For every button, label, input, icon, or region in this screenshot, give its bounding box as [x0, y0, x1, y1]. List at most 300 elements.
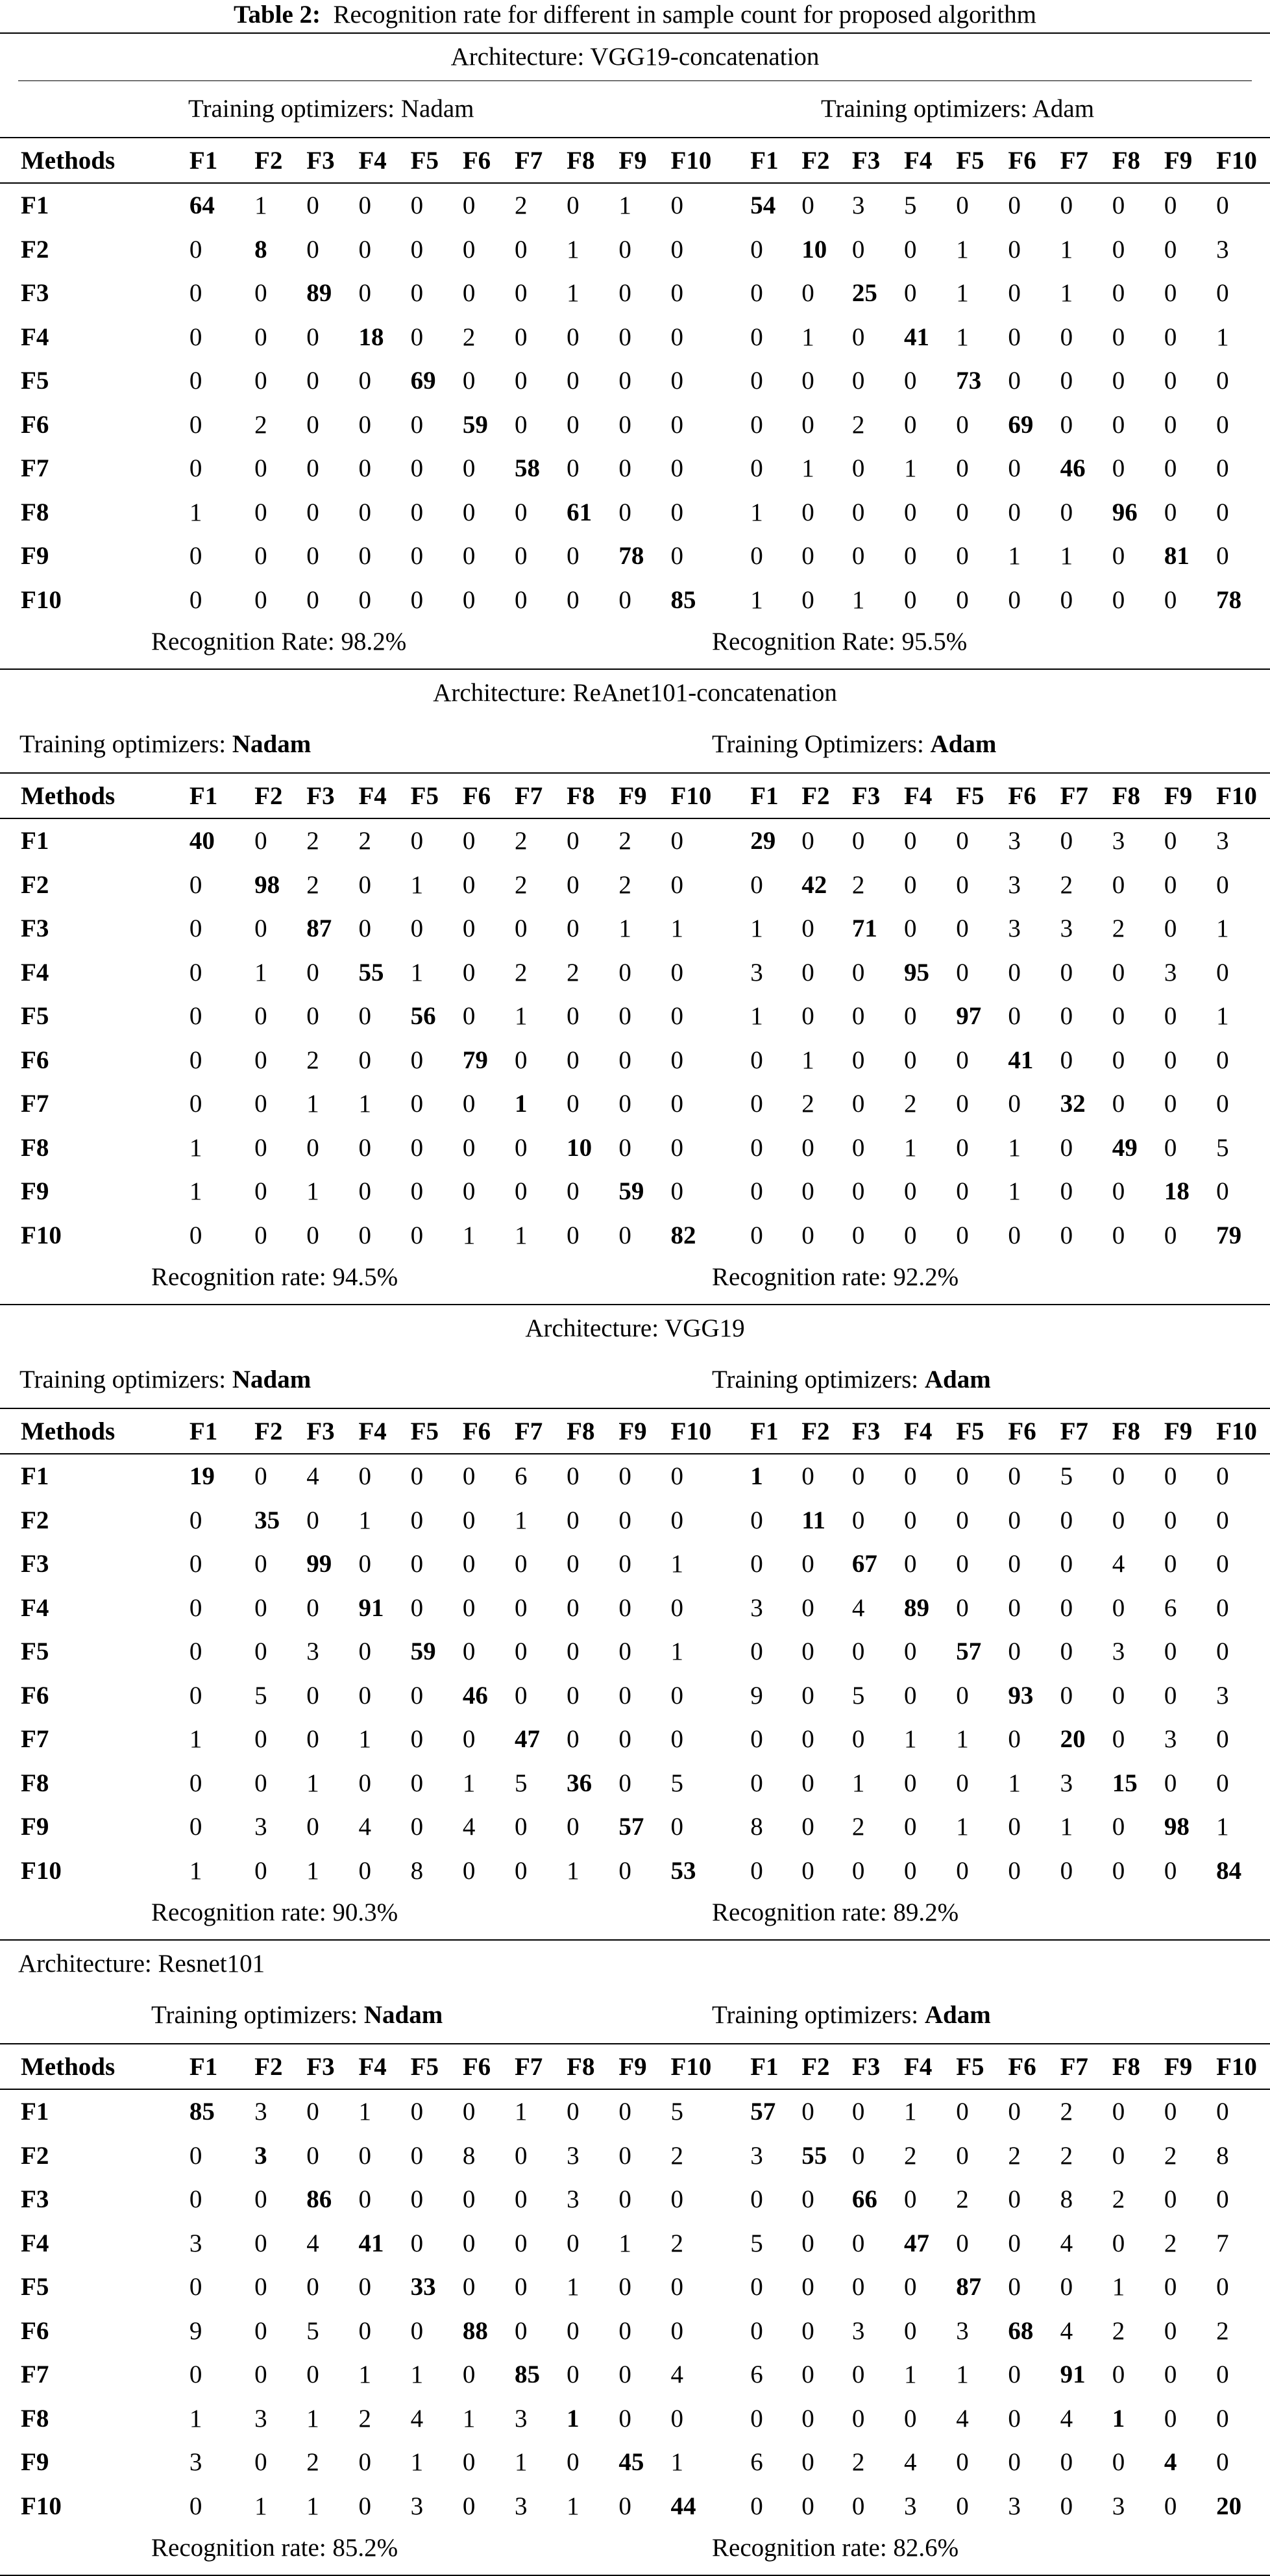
nadam-cell: 2 — [567, 958, 580, 987]
nadam-cell: 0 — [306, 2141, 319, 2170]
adam-cell: 0 — [1164, 827, 1177, 855]
adam-cell: 0 — [1216, 410, 1229, 439]
nadam-cell: 0 — [189, 367, 202, 395]
adam-cell: 0 — [750, 2404, 763, 2433]
nadam-cell: 0 — [618, 1725, 631, 1754]
nadam-cell: 0 — [254, 1462, 267, 1491]
adam-cell: 0 — [1164, 279, 1177, 308]
adam-cell: 8 — [1060, 2185, 1073, 2214]
nadam-cell: 0 — [514, 1133, 528, 1162]
nadam-cell: 0 — [254, 1090, 267, 1118]
adam-cell: 0 — [750, 1046, 763, 1074]
adam-cell: 0 — [851, 1046, 865, 1074]
header-cell: F7 — [514, 1417, 543, 1445]
section-block — [0, 34, 1270, 670]
table-row — [0, 534, 1270, 578]
adam-cell: 0 — [904, 1638, 917, 1666]
table-row — [0, 1674, 1270, 1718]
table-row — [0, 818, 1270, 863]
nadam-cell: 35 — [254, 1506, 280, 1534]
nadam-cell: 0 — [670, 1046, 683, 1074]
adam-cell: 3 — [1164, 958, 1177, 987]
adam-cell: 0 — [956, 1769, 969, 1797]
adam-cell: 5 — [1216, 1133, 1229, 1162]
adam-cell: 1 — [1216, 1002, 1229, 1031]
header-cell: F1 — [750, 2052, 779, 2081]
header-cell: F6 — [1008, 146, 1036, 175]
nadam-cell: 0 — [189, 1002, 202, 1031]
nadam-cell: 79 — [462, 1046, 488, 1074]
nadam-cell: 85 — [514, 2361, 540, 2389]
adam-cell: 0 — [801, 1593, 814, 1622]
adam-cell: 0 — [1112, 2098, 1125, 2126]
nadam-cell: 0 — [670, 1177, 683, 1206]
nadam-cell: 0 — [254, 585, 267, 614]
nadam-cell: 0 — [618, 1506, 631, 1534]
adam-cell: 0 — [1008, 1462, 1021, 1491]
optimizer-left-prefix: Training optimizers: — [151, 2001, 364, 2029]
adam-cell: 0 — [801, 191, 814, 220]
nadam-cell: 87 — [306, 914, 332, 943]
nadam-cell: 0 — [306, 410, 319, 439]
adam-cell: 0 — [851, 2273, 865, 2301]
adam-cell: 1 — [801, 454, 814, 483]
adam-cell: 0 — [1112, 2448, 1125, 2477]
nadam-cell: 0 — [189, 1813, 202, 1841]
nadam-cell: 0 — [670, 367, 683, 395]
nadam-cell: 82 — [670, 1221, 696, 1249]
nadam-cell: 0 — [254, 2185, 267, 2214]
nadam-cell: 1 — [189, 2404, 202, 2433]
optimizer-right — [821, 81, 1094, 137]
adam-cell: 0 — [750, 1133, 763, 1162]
adam-cell: 8 — [1216, 2141, 1229, 2170]
table-row — [0, 2353, 1270, 2397]
adam-cell: 0 — [904, 235, 917, 264]
nadam-cell: 0 — [618, 1221, 631, 1249]
nadam-cell: 0 — [462, 827, 476, 855]
adam-cell: 0 — [1164, 191, 1177, 220]
adam-cell: 3 — [1216, 1681, 1229, 1710]
header-methods: Methods — [21, 2052, 116, 2081]
nadam-cell: 0 — [514, 235, 528, 264]
table-caption — [0, 0, 1270, 32]
adam-cell: 2 — [851, 2448, 865, 2477]
adam-cell: 2 — [1112, 914, 1125, 943]
table-row — [0, 1038, 1270, 1083]
adam-cell: 0 — [904, 914, 917, 943]
nadam-cell: 0 — [189, 279, 202, 308]
nadam-cell: 1 — [189, 1177, 202, 1206]
adam-cell: 2 — [851, 1813, 865, 1841]
adam-cell: 0 — [750, 2316, 763, 2345]
adam-cell: 0 — [851, 2141, 865, 2170]
nadam-cell: 1 — [358, 2361, 371, 2389]
adam-cell: 0 — [750, 1725, 763, 1754]
header-cell: F1 — [189, 146, 218, 175]
nadam-cell: 0 — [254, 1177, 267, 1206]
nadam-cell: 1 — [410, 958, 424, 987]
adam-cell: 0 — [1008, 585, 1021, 614]
nadam-cell: 0 — [189, 585, 202, 614]
nadam-cell: 0 — [618, 585, 631, 614]
header-cell: F7 — [514, 781, 543, 810]
nadam-cell: 0 — [618, 2273, 631, 2301]
architecture-title: Architecture: Resnet101 — [18, 1950, 265, 1978]
nadam-cell: 0 — [670, 498, 683, 526]
adam-cell: 0 — [1164, 1638, 1177, 1666]
adam-cell: 0 — [1164, 2273, 1177, 2301]
adam-cell: 0 — [750, 1177, 763, 1206]
nadam-cell: 1 — [567, 2492, 580, 2520]
nadam-cell: 0 — [410, 542, 424, 570]
nadam-cell: 85 — [189, 2098, 215, 2126]
nadam-cell: 1 — [189, 1856, 202, 1885]
adam-cell: 0 — [1112, 1593, 1125, 1622]
nadam-cell: 0 — [670, 323, 683, 351]
header-cell: F8 — [567, 1417, 595, 1445]
adam-cell: 0 — [801, 2273, 814, 2301]
adam-cell: 0 — [1164, 2098, 1177, 2126]
nadam-cell: 1 — [410, 2448, 424, 2477]
adam-cell: 0 — [904, 585, 917, 614]
nadam-cell: 1 — [670, 1550, 683, 1578]
nadam-cell: 1 — [254, 958, 267, 987]
nadam-cell: 0 — [567, 1813, 580, 1841]
section-block — [0, 1941, 1270, 2576]
adam-cell: 2 — [1060, 2141, 1073, 2170]
nadam-cell: 3 — [514, 2404, 528, 2433]
adam-cell: 2 — [1164, 2141, 1177, 2170]
header-cell: F10 — [670, 2052, 712, 2081]
nadam-cell: 0 — [410, 2185, 424, 2214]
nadam-cell: 0 — [567, 1681, 580, 1710]
row-label: F3 — [21, 1550, 49, 1578]
adam-cell: 1 — [851, 585, 865, 614]
nadam-cell: 0 — [670, 827, 683, 855]
adam-cell: 0 — [1060, 827, 1073, 855]
adam-cell: 0 — [1112, 323, 1125, 351]
header-cell: F9 — [618, 2052, 647, 2081]
adam-cell: 0 — [851, 2229, 865, 2257]
nadam-cell: 1 — [567, 235, 580, 264]
adam-cell: 0 — [904, 1813, 917, 1841]
nadam-cell: 0 — [462, 870, 476, 899]
adam-cell: 79 — [1216, 1221, 1242, 1249]
header-cell: F8 — [1112, 2052, 1141, 2081]
adam-cell: 1 — [1112, 2404, 1125, 2433]
row-label: F4 — [21, 958, 49, 987]
nadam-cell: 0 — [358, 542, 371, 570]
nadam-cell: 1 — [567, 2273, 580, 2301]
adam-cell: 1 — [904, 2361, 917, 2389]
nadam-cell: 59 — [462, 410, 488, 439]
table-header-row — [0, 138, 1270, 183]
adam-cell: 2 — [1112, 2316, 1125, 2345]
adam-cell: 0 — [904, 870, 917, 899]
adam-cell: 57 — [750, 2098, 776, 2126]
nadam-cell: 0 — [514, 1813, 528, 1841]
nadam-cell: 0 — [254, 279, 267, 308]
adam-cell: 2 — [904, 2141, 917, 2170]
adam-cell: 0 — [750, 235, 763, 264]
adam-cell: 0 — [851, 367, 865, 395]
table-row — [0, 1849, 1270, 1893]
nadam-cell: 0 — [567, 410, 580, 439]
adam-cell: 1 — [750, 914, 763, 943]
header-cell: F4 — [904, 781, 933, 810]
adam-cell: 0 — [1112, 235, 1125, 264]
adam-cell: 0 — [1164, 1681, 1177, 1710]
header-cell: F6 — [462, 1417, 491, 1445]
adam-cell: 0 — [956, 870, 969, 899]
adam-cell: 0 — [1112, 870, 1125, 899]
nadam-cell: 0 — [670, 1133, 683, 1162]
adam-cell: 0 — [851, 498, 865, 526]
optimizer-row — [0, 1987, 1270, 2043]
nadam-cell: 0 — [618, 1462, 631, 1491]
nadam-cell: 0 — [306, 2098, 319, 2126]
table-row — [0, 1586, 1270, 1630]
nadam-cell: 0 — [358, 1550, 371, 1578]
nadam-cell: 0 — [462, 498, 476, 526]
table-row — [0, 2309, 1270, 2353]
table-row — [0, 1499, 1270, 1543]
adam-cell: 0 — [1008, 2185, 1021, 2214]
table-row — [0, 315, 1270, 360]
adam-cell: 0 — [1060, 585, 1073, 614]
adam-cell: 0 — [956, 585, 969, 614]
nadam-cell: 0 — [358, 454, 371, 483]
adam-cell: 0 — [1164, 1856, 1177, 1885]
adam-cell: 3 — [1216, 235, 1229, 264]
adam-cell: 0 — [1164, 2185, 1177, 2214]
adam-cell: 0 — [1216, 1046, 1229, 1074]
adam-cell: 0 — [956, 410, 969, 439]
nadam-cell: 0 — [410, 2316, 424, 2345]
table-row — [0, 2222, 1270, 2266]
optimizer-left-text: Training optimizers: Nadam — [188, 95, 474, 123]
adam-cell: 0 — [1164, 1046, 1177, 1074]
table-header-row — [0, 773, 1270, 818]
nadam-cell: 2 — [306, 1046, 319, 1074]
adam-cell: 0 — [851, 1177, 865, 1206]
header-cell: F1 — [189, 2052, 218, 2081]
adam-cell: 0 — [1008, 1593, 1021, 1622]
nadam-cell: 0 — [567, 1177, 580, 1206]
adam-cell: 0 — [904, 279, 917, 308]
row-label: F6 — [21, 2316, 49, 2345]
header-methods: Methods — [21, 781, 116, 810]
header-cell: F8 — [567, 2052, 595, 2081]
nadam-cell: 0 — [358, 1462, 371, 1491]
adam-cell: 0 — [1216, 1638, 1229, 1666]
nadam-cell: 1 — [514, 1002, 528, 1031]
adam-cell: 25 — [851, 279, 877, 308]
nadam-cell: 2 — [514, 827, 528, 855]
table-row — [0, 1170, 1270, 1214]
nadam-cell: 1 — [514, 2448, 528, 2477]
nadam-cell: 0 — [254, 2361, 267, 2389]
adam-cell: 0 — [904, 1681, 917, 1710]
nadam-cell: 0 — [567, 367, 580, 395]
nadam-cell: 0 — [462, 1725, 476, 1754]
adam-cell: 91 — [1060, 2361, 1086, 2389]
table-row — [0, 2089, 1270, 2134]
nadam-cell: 0 — [567, 2229, 580, 2257]
header-cell: F6 — [1008, 2052, 1036, 2081]
nadam-cell: 0 — [254, 454, 267, 483]
nadam-cell: 0 — [618, 1550, 631, 1578]
nadam-cell: 0 — [254, 1769, 267, 1797]
header-cell: F2 — [801, 2052, 830, 2081]
nadam-cell: 2 — [254, 410, 267, 439]
adam-cell: 0 — [1216, 1593, 1229, 1622]
nadam-cell: 1 — [306, 1090, 319, 1118]
optimizer-right-text: Training optimizers: Adam — [821, 95, 1095, 123]
optimizer-row — [0, 717, 1270, 772]
adam-cell: 0 — [1112, 542, 1125, 570]
nadam-cell: 0 — [254, 2229, 267, 2257]
adam-cell: 0 — [851, 1002, 865, 1031]
table-row — [0, 228, 1270, 272]
nadam-cell: 0 — [670, 2316, 683, 2345]
adam-cell: 0 — [801, 367, 814, 395]
nadam-cell: 0 — [567, 1506, 580, 1534]
nadam-cell: 85 — [670, 585, 696, 614]
adam-cell: 0 — [801, 1221, 814, 1249]
adam-cell: 55 — [801, 2141, 827, 2170]
adam-cell: 0 — [851, 2098, 865, 2126]
table-row — [0, 1454, 1270, 1499]
nadam-cell: 0 — [462, 2273, 476, 2301]
adam-cell: 0 — [1216, 1090, 1229, 1118]
nadam-cell: 0 — [618, 2098, 631, 2126]
adam-cell: 46 — [1060, 454, 1086, 483]
nadam-cell: 0 — [189, 454, 202, 483]
nadam-cell: 1 — [462, 1769, 476, 1797]
row-label: F6 — [21, 1681, 49, 1710]
adam-cell: 0 — [1112, 410, 1125, 439]
adam-cell: 0 — [956, 1221, 969, 1249]
adam-cell: 0 — [1060, 1593, 1073, 1622]
nadam-cell: 0 — [254, 1046, 267, 1074]
row-label: F1 — [21, 2098, 49, 2126]
table-row — [0, 951, 1270, 995]
optimizer-left — [19, 717, 311, 772]
adam-cell: 0 — [801, 585, 814, 614]
nadam-cell: 2 — [514, 191, 528, 220]
adam-cell: 0 — [956, 1593, 969, 1622]
header-cell: F5 — [956, 781, 984, 810]
header-cell: F10 — [670, 1417, 712, 1445]
nadam-cell: 0 — [670, 410, 683, 439]
nadam-cell: 53 — [670, 1856, 696, 1885]
nadam-cell: 1 — [189, 1725, 202, 1754]
row-label: F7 — [21, 454, 49, 483]
adam-cell: 0 — [1216, 498, 1229, 526]
adam-cell: 0 — [904, 2316, 917, 2345]
adam-cell: 0 — [1112, 1506, 1125, 1534]
nadam-cell: 0 — [462, 1177, 476, 1206]
nadam-cell: 0 — [189, 2361, 202, 2389]
adam-cell: 81 — [1164, 542, 1190, 570]
adam-cell: 0 — [1008, 1856, 1021, 1885]
nadam-cell: 0 — [358, 2141, 371, 2170]
row-label: F7 — [21, 1725, 49, 1754]
nadam-cell: 2 — [618, 827, 631, 855]
nadam-cell: 0 — [670, 542, 683, 570]
adam-cell: 1 — [904, 454, 917, 483]
nadam-cell: 0 — [358, 191, 371, 220]
nadam-cell: 2 — [306, 2448, 319, 2477]
header-cell: F1 — [750, 1417, 779, 1445]
adam-cell: 0 — [1164, 454, 1177, 483]
nadam-cell: 1 — [189, 498, 202, 526]
adam-cell: 0 — [1216, 2273, 1229, 2301]
adam-cell: 1 — [956, 1725, 969, 1754]
nadam-cell: 0 — [410, 454, 424, 483]
nadam-cell: 59 — [618, 1177, 644, 1206]
nadam-cell: 0 — [410, 1550, 424, 1578]
nadam-cell: 0 — [514, 542, 528, 570]
adam-cell: 0 — [904, 1856, 917, 1885]
nadam-cell: 0 — [567, 191, 580, 220]
nadam-cell: 0 — [358, 2492, 371, 2520]
row-label: F6 — [21, 410, 49, 439]
adam-cell: 0 — [1216, 870, 1229, 899]
adam-cell: 0 — [904, 1462, 917, 1491]
adam-cell: 1 — [1216, 323, 1229, 351]
row-label: F7 — [21, 2361, 49, 2389]
nadam-cell: 0 — [567, 542, 580, 570]
nadam-cell: 0 — [567, 585, 580, 614]
nadam-cell: 0 — [618, 2185, 631, 2214]
nadam-cell: 0 — [462, 279, 476, 308]
nadam-cell: 0 — [567, 1462, 580, 1491]
table-row — [0, 578, 1270, 622]
adam-cell: 0 — [1164, 323, 1177, 351]
adam-cell: 0 — [1008, 1506, 1021, 1534]
recognition-rate-right: Recognition rate: 92.2% — [712, 1263, 959, 1291]
row-label: F10 — [21, 585, 62, 614]
adam-cell: 0 — [851, 827, 865, 855]
adam-cell: 0 — [1060, 1550, 1073, 1578]
nadam-cell: 1 — [254, 2492, 267, 2520]
nadam-cell: 1 — [358, 2098, 371, 2126]
header-cell: F6 — [462, 2052, 491, 2081]
nadam-cell: 0 — [410, 827, 424, 855]
table-row — [0, 2134, 1270, 2178]
nadam-cell: 0 — [358, 1002, 371, 1031]
optimizer-right — [712, 1352, 991, 1408]
nadam-cell: 1 — [462, 1221, 476, 1249]
nadam-cell: 1 — [306, 2492, 319, 2520]
adam-cell: 2 — [1060, 870, 1073, 899]
nadam-cell: 0 — [189, 323, 202, 351]
adam-cell: 0 — [1112, 1177, 1125, 1206]
header-cell: F10 — [1216, 1417, 1257, 1445]
adam-cell: 2 — [1216, 2316, 1229, 2345]
row-label: F2 — [21, 870, 49, 899]
nadam-cell: 0 — [410, 585, 424, 614]
nadam-cell: 3 — [410, 2492, 424, 2520]
adam-cell: 0 — [1216, 2098, 1229, 2126]
adam-cell: 0 — [1008, 191, 1021, 220]
table-row — [0, 1630, 1270, 1674]
nadam-cell: 0 — [618, 2141, 631, 2170]
nadam-cell: 0 — [358, 914, 371, 943]
